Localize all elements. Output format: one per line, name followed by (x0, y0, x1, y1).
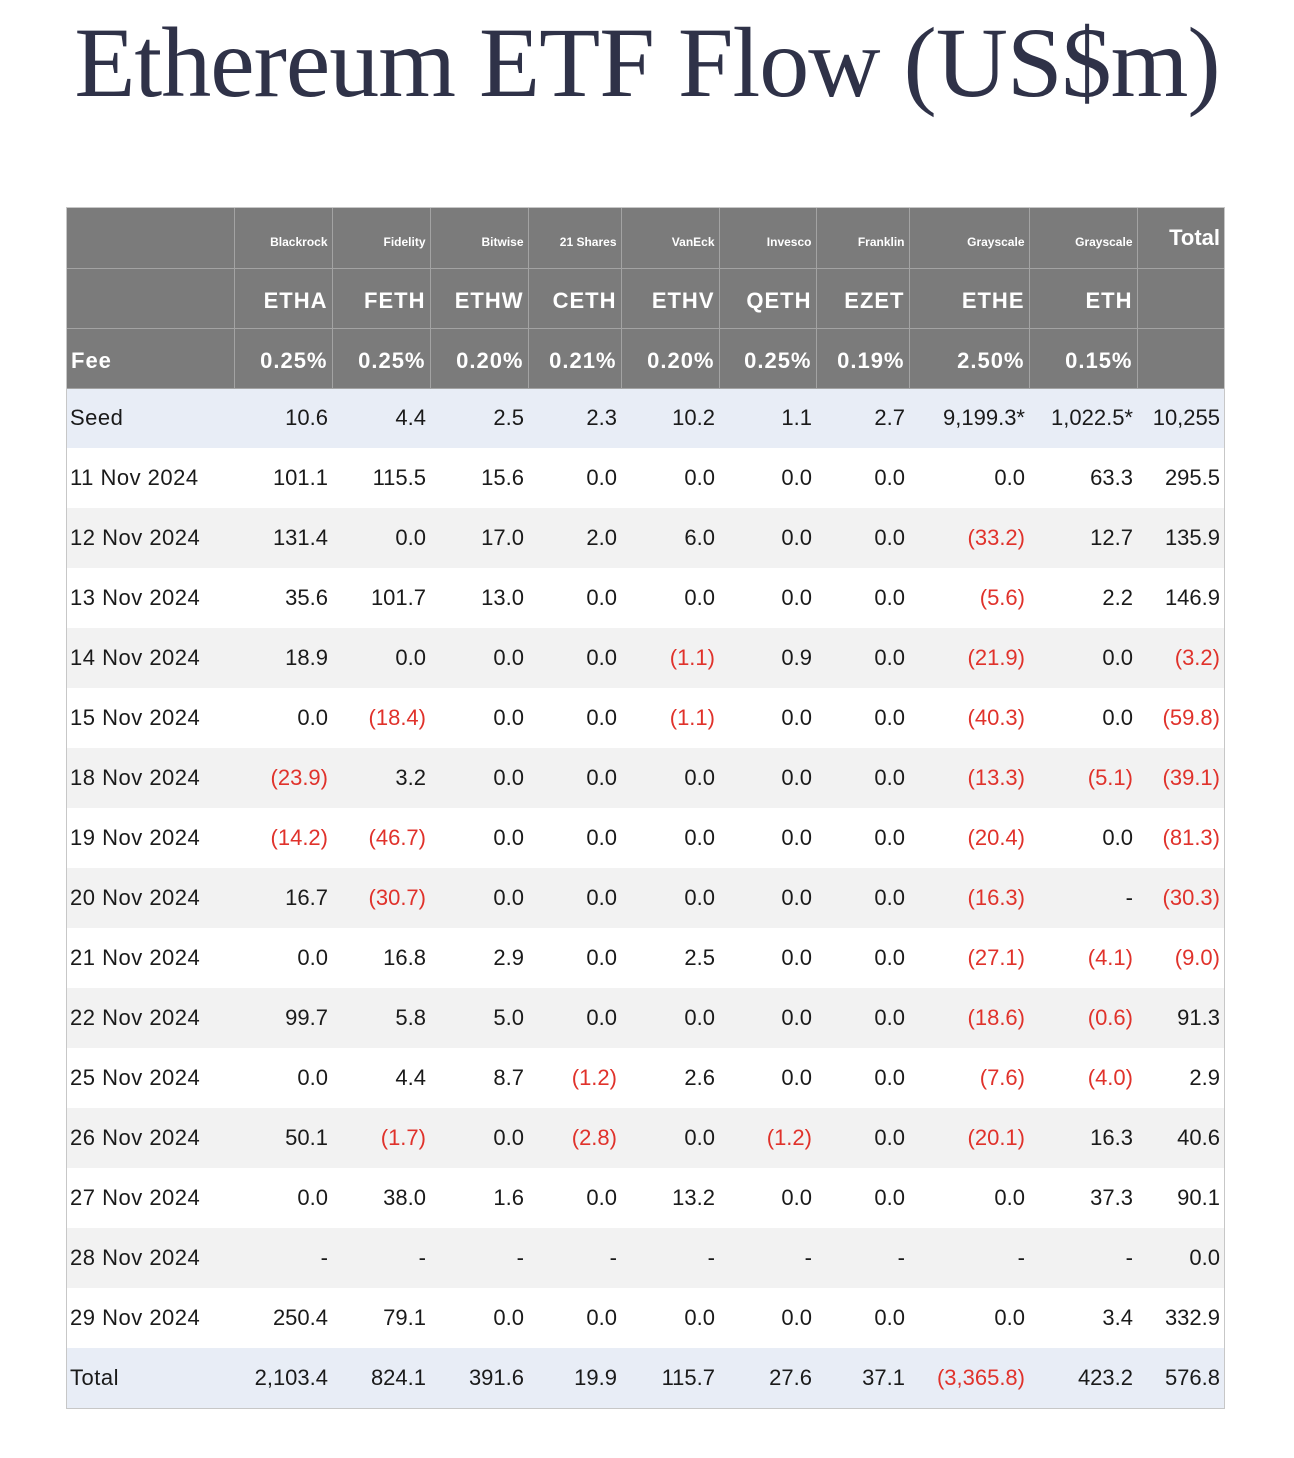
row-label: 11 Nov 2024 (67, 448, 234, 508)
flow-value-cell: 0.0 (621, 568, 719, 628)
flow-value-cell: (30.3) (1137, 868, 1224, 928)
flow-value-cell: (20.4) (909, 808, 1029, 868)
flow-value-cell: (4.1) (1029, 928, 1137, 988)
flow-value-cell: 0.0 (332, 508, 430, 568)
flow-value-cell: 50.1 (234, 1108, 332, 1168)
flow-value-cell: 0.0 (621, 748, 719, 808)
flow-value-cell: 0.0 (1137, 1228, 1224, 1288)
flow-value-cell: 9,199.3* (909, 388, 1029, 448)
flow-value-cell: 0.0 (816, 1288, 909, 1348)
header-fee-cell: 0.20% (430, 328, 528, 388)
table-row (67, 628, 1224, 688)
flow-value-cell: 0.0 (430, 1288, 528, 1348)
flow-value-cell: 0.0 (719, 988, 816, 1048)
row-label: Seed (67, 388, 234, 448)
flow-value-cell: 2.9 (1137, 1048, 1224, 1108)
flow-value-cell: 17.0 (430, 508, 528, 568)
flow-value-cell: 0.0 (816, 1168, 909, 1228)
header-ticker-cell: CETH (528, 268, 621, 328)
header-ticker-cell: ETHV (621, 268, 719, 328)
table-row (67, 988, 1224, 1048)
flow-value-cell: 16.7 (234, 868, 332, 928)
flow-value-cell: 0.0 (528, 1168, 621, 1228)
flow-value-cell: 0.0 (909, 1288, 1029, 1348)
flow-value-cell: 0.0 (430, 628, 528, 688)
header-provider-cell (67, 208, 234, 268)
flow-value-cell: 8.7 (430, 1048, 528, 1108)
header-ticker-cell: ETHE (909, 268, 1029, 328)
table-row (67, 1108, 1224, 1168)
table-row (67, 808, 1224, 868)
table-row (67, 1228, 1224, 1288)
flow-value-cell: (30.7) (332, 868, 430, 928)
header-row-fee (67, 328, 1224, 388)
header-provider-cell: Fidelity (332, 208, 430, 268)
flow-value-cell: 0.0 (430, 688, 528, 748)
page-title: Ethereum ETF Flow (US$m) (74, 7, 1220, 118)
flow-value-cell: 0.0 (816, 508, 909, 568)
flow-value-cell: 2.5 (430, 388, 528, 448)
flow-value-cell: 0.0 (621, 868, 719, 928)
flow-value-cell: 2.0 (528, 508, 621, 568)
flow-value-cell: 0.0 (234, 688, 332, 748)
etf-flow-table-container (66, 207, 1225, 1409)
row-label: 22 Nov 2024 (67, 988, 234, 1048)
flow-value-cell: 0.0 (909, 448, 1029, 508)
header-ticker-cell: ETHW (430, 268, 528, 328)
flow-value-cell: 0.0 (719, 928, 816, 988)
flow-value-cell: (18.4) (332, 688, 430, 748)
flow-value-cell: 0.0 (1029, 628, 1137, 688)
table-row (67, 508, 1224, 568)
flow-value-cell: 18.9 (234, 628, 332, 688)
table-row (67, 868, 1224, 928)
flow-value-cell: 131.4 (234, 508, 332, 568)
flow-value-cell: 40.6 (1137, 1108, 1224, 1168)
flow-value-cell: (0.6) (1029, 988, 1137, 1048)
flow-value-cell: (3.2) (1137, 628, 1224, 688)
row-label: 13 Nov 2024 (67, 568, 234, 628)
flow-value-cell: 0.0 (816, 568, 909, 628)
row-label: 15 Nov 2024 (67, 688, 234, 748)
flow-value-cell: 0.0 (719, 1168, 816, 1228)
flow-value-cell: 0.0 (816, 688, 909, 748)
row-label: 19 Nov 2024 (67, 808, 234, 868)
table-row (67, 748, 1224, 808)
flow-value-cell: 0.0 (430, 1108, 528, 1168)
table-row (67, 448, 1224, 508)
flow-value-cell: 0.0 (528, 568, 621, 628)
header-fee-cell: 2.50% (909, 328, 1029, 388)
flow-value-cell: 0.0 (719, 808, 816, 868)
flow-value-cell: 0.0 (719, 508, 816, 568)
row-label: 25 Nov 2024 (67, 1048, 234, 1108)
row-label: 12 Nov 2024 (67, 508, 234, 568)
flow-value-cell: 16.8 (332, 928, 430, 988)
flow-value-cell: (81.3) (1137, 808, 1224, 868)
flow-value-cell: 37.3 (1029, 1168, 1137, 1228)
flow-value-cell: 0.0 (528, 928, 621, 988)
row-label: Total (67, 1348, 234, 1408)
flow-value-cell: (39.1) (1137, 748, 1224, 808)
flow-value-cell: 115.7 (621, 1348, 719, 1408)
flow-value-cell: 0.0 (621, 988, 719, 1048)
flow-value-cell: (46.7) (332, 808, 430, 868)
flow-value-cell: 0.0 (430, 748, 528, 808)
flow-value-cell: 13.2 (621, 1168, 719, 1228)
flow-value-cell: 3.4 (1029, 1288, 1137, 1348)
flow-value-cell: 0.0 (719, 868, 816, 928)
flow-value-cell: 0.0 (528, 1288, 621, 1348)
flow-value-cell: 1,022.5* (1029, 388, 1137, 448)
flow-value-cell: 0.0 (719, 1048, 816, 1108)
flow-value-cell: 824.1 (332, 1348, 430, 1408)
header-fee-cell (1137, 328, 1224, 388)
flow-value-cell: 10.2 (621, 388, 719, 448)
flow-value-cell: 0.0 (816, 808, 909, 868)
flow-value-cell: (23.9) (234, 748, 332, 808)
flow-value-cell: 0.0 (621, 808, 719, 868)
row-label: 18 Nov 2024 (67, 748, 234, 808)
flow-value-cell: (16.3) (909, 868, 1029, 928)
flow-value-cell: 0.0 (816, 1108, 909, 1168)
flow-value-cell: 1.1 (719, 388, 816, 448)
flow-value-cell: 101.1 (234, 448, 332, 508)
flow-value-cell: 0.0 (528, 448, 621, 508)
flow-value-cell: 0.0 (332, 628, 430, 688)
header-provider-cell: Bitwise (430, 208, 528, 268)
header-provider-cell: Grayscale (909, 208, 1029, 268)
flow-value-cell: 10.6 (234, 388, 332, 448)
flow-value-cell: 2.7 (816, 388, 909, 448)
flow-value-cell: (13.3) (909, 748, 1029, 808)
row-label: 27 Nov 2024 (67, 1168, 234, 1228)
header-ticker-cell (1137, 268, 1224, 328)
flow-value-cell: 0.0 (430, 808, 528, 868)
flow-value-cell: 0.0 (816, 448, 909, 508)
flow-value-cell: 0.0 (719, 688, 816, 748)
row-label: 21 Nov 2024 (67, 928, 234, 988)
flow-value-cell: 12.7 (1029, 508, 1137, 568)
flow-value-cell: - (719, 1228, 816, 1288)
flow-value-cell: 0.0 (719, 448, 816, 508)
flow-value-cell: 0.0 (430, 868, 528, 928)
flow-value-cell: 0.0 (719, 1288, 816, 1348)
header-ticker-cell: ETHA (234, 268, 332, 328)
table-body (67, 388, 1224, 1408)
flow-value-cell: 0.0 (234, 1048, 332, 1108)
row-label: 14 Nov 2024 (67, 628, 234, 688)
flow-value-cell: (1.1) (621, 628, 719, 688)
flow-value-cell: 146.9 (1137, 568, 1224, 628)
flow-value-cell: 35.6 (234, 568, 332, 628)
header-ticker-cell (67, 268, 234, 328)
flow-value-cell: 0.0 (528, 688, 621, 748)
flow-value-cell: 250.4 (234, 1288, 332, 1348)
flow-value-cell: 391.6 (430, 1348, 528, 1408)
flow-value-cell: 0.0 (816, 628, 909, 688)
flow-value-cell: - (1029, 1228, 1137, 1288)
flow-value-cell: (1.7) (332, 1108, 430, 1168)
header-ticker-cell: ETH (1029, 268, 1137, 328)
row-label: 20 Nov 2024 (67, 868, 234, 928)
row-label: 26 Nov 2024 (67, 1108, 234, 1168)
flow-value-cell: (1.2) (528, 1048, 621, 1108)
flow-value-cell: 2.6 (621, 1048, 719, 1108)
flow-value-cell: 0.0 (1029, 808, 1137, 868)
flow-value-cell: 115.5 (332, 448, 430, 508)
flow-value-cell: 101.7 (332, 568, 430, 628)
header-row-provider (67, 208, 1224, 268)
flow-value-cell: 13.0 (430, 568, 528, 628)
flow-value-cell: (2.8) (528, 1108, 621, 1168)
header-fee-cell: 0.19% (816, 328, 909, 388)
flow-value-cell: (20.1) (909, 1108, 1029, 1168)
header-provider-cell: Grayscale (1029, 208, 1137, 268)
header-fee-label: Fee (67, 328, 234, 388)
flow-value-cell: 16.3 (1029, 1108, 1137, 1168)
flow-value-cell: (4.0) (1029, 1048, 1137, 1108)
header-provider-cell: 21 Shares (528, 208, 621, 268)
header-ticker-cell: FETH (332, 268, 430, 328)
header-fee-cell: 0.25% (234, 328, 332, 388)
header-fee-cell: 0.15% (1029, 328, 1137, 388)
flow-value-cell: 0.0 (816, 868, 909, 928)
table-row (67, 1288, 1224, 1348)
header-total-cell: Total (1137, 208, 1224, 268)
flow-value-cell: 0.0 (1029, 688, 1137, 748)
flow-value-cell: 0.0 (719, 568, 816, 628)
flow-value-cell: (40.3) (909, 688, 1029, 748)
flow-value-cell: - (1029, 868, 1137, 928)
flow-value-cell: (9.0) (1137, 928, 1224, 988)
flow-value-cell: 4.4 (332, 388, 430, 448)
flow-value-cell: - (332, 1228, 430, 1288)
flow-value-cell: 99.7 (234, 988, 332, 1048)
flow-value-cell: (33.2) (909, 508, 1029, 568)
flow-value-cell: (18.6) (909, 988, 1029, 1048)
flow-value-cell: 37.1 (816, 1348, 909, 1408)
flow-value-cell: 0.0 (621, 448, 719, 508)
flow-value-cell: 0.0 (528, 988, 621, 1048)
flow-value-cell: - (909, 1228, 1029, 1288)
flow-value-cell: (21.9) (909, 628, 1029, 688)
seed-row (67, 388, 1224, 448)
header-provider-cell: Blackrock (234, 208, 332, 268)
flow-value-cell: - (816, 1228, 909, 1288)
flow-value-cell: 0.0 (816, 1048, 909, 1108)
flow-value-cell: 90.1 (1137, 1168, 1224, 1228)
flow-value-cell: 0.0 (528, 628, 621, 688)
total-row (67, 1348, 1224, 1408)
flow-value-cell: 38.0 (332, 1168, 430, 1228)
flow-value-cell: - (621, 1228, 719, 1288)
flow-value-cell: 0.0 (528, 868, 621, 928)
flow-value-cell: 5.8 (332, 988, 430, 1048)
flow-value-cell: 423.2 (1029, 1348, 1137, 1408)
flow-value-cell: 63.3 (1029, 448, 1137, 508)
flow-value-cell: 4.4 (332, 1048, 430, 1108)
flow-value-cell: 0.0 (909, 1168, 1029, 1228)
flow-value-cell: 3.2 (332, 748, 430, 808)
flow-value-cell: 0.0 (621, 1108, 719, 1168)
flow-value-cell: (7.6) (909, 1048, 1029, 1108)
flow-value-cell: 2.3 (528, 388, 621, 448)
header-ticker-cell: QETH (719, 268, 816, 328)
flow-value-cell: 295.5 (1137, 448, 1224, 508)
flow-value-cell: 15.6 (430, 448, 528, 508)
flow-value-cell: - (430, 1228, 528, 1288)
etf-flow-table (67, 208, 1224, 1408)
flow-value-cell: 2,103.4 (234, 1348, 332, 1408)
flow-value-cell: (1.1) (621, 688, 719, 748)
header-row-ticker (67, 268, 1224, 328)
flow-value-cell: 0.0 (528, 808, 621, 868)
flow-value-cell: 10,255 (1137, 388, 1224, 448)
flow-value-cell: 0.0 (816, 928, 909, 988)
header-fee-cell: 0.21% (528, 328, 621, 388)
flow-value-cell: 0.0 (816, 988, 909, 1048)
table-row (67, 1048, 1224, 1108)
flow-value-cell: 0.0 (719, 748, 816, 808)
flow-value-cell: 0.0 (816, 748, 909, 808)
header-provider-cell: Invesco (719, 208, 816, 268)
flow-value-cell: 6.0 (621, 508, 719, 568)
flow-value-cell: 2.2 (1029, 568, 1137, 628)
flow-value-cell: 0.9 (719, 628, 816, 688)
flow-value-cell: 79.1 (332, 1288, 430, 1348)
header-ticker-cell: EZET (816, 268, 909, 328)
row-label: 28 Nov 2024 (67, 1228, 234, 1288)
header-provider-cell: VanEck (621, 208, 719, 268)
header-fee-cell: 0.20% (621, 328, 719, 388)
flow-value-cell: (1.2) (719, 1108, 816, 1168)
flow-value-cell: 0.0 (234, 928, 332, 988)
row-label: 29 Nov 2024 (67, 1288, 234, 1348)
flow-value-cell: (14.2) (234, 808, 332, 868)
flow-value-cell: 0.0 (528, 748, 621, 808)
flow-value-cell: 2.5 (621, 928, 719, 988)
flow-value-cell: 135.9 (1137, 508, 1224, 568)
flow-value-cell: (5.1) (1029, 748, 1137, 808)
header-provider-cell: Franklin (816, 208, 909, 268)
table-header (67, 208, 1224, 388)
flow-value-cell: 2.9 (430, 928, 528, 988)
header-fee-cell: 0.25% (332, 328, 430, 388)
flow-value-cell: 27.6 (719, 1348, 816, 1408)
flow-value-cell: (27.1) (909, 928, 1029, 988)
flow-value-cell: 332.9 (1137, 1288, 1224, 1348)
flow-value-cell: 1.6 (430, 1168, 528, 1228)
table-row (67, 568, 1224, 628)
flow-value-cell: 91.3 (1137, 988, 1224, 1048)
header-fee-cell: 0.25% (719, 328, 816, 388)
flow-value-cell: (5.6) (909, 568, 1029, 628)
flow-value-cell: 0.0 (621, 1288, 719, 1348)
flow-value-cell: (3,365.8) (909, 1348, 1029, 1408)
flow-value-cell: - (234, 1228, 332, 1288)
flow-value-cell: 576.8 (1137, 1348, 1224, 1408)
flow-value-cell: 0.0 (234, 1168, 332, 1228)
flow-value-cell: (59.8) (1137, 688, 1224, 748)
table-row (67, 688, 1224, 748)
table-row (67, 928, 1224, 988)
flow-value-cell: 19.9 (528, 1348, 621, 1408)
flow-value-cell: - (528, 1228, 621, 1288)
flow-value-cell: 5.0 (430, 988, 528, 1048)
table-row (67, 1168, 1224, 1228)
